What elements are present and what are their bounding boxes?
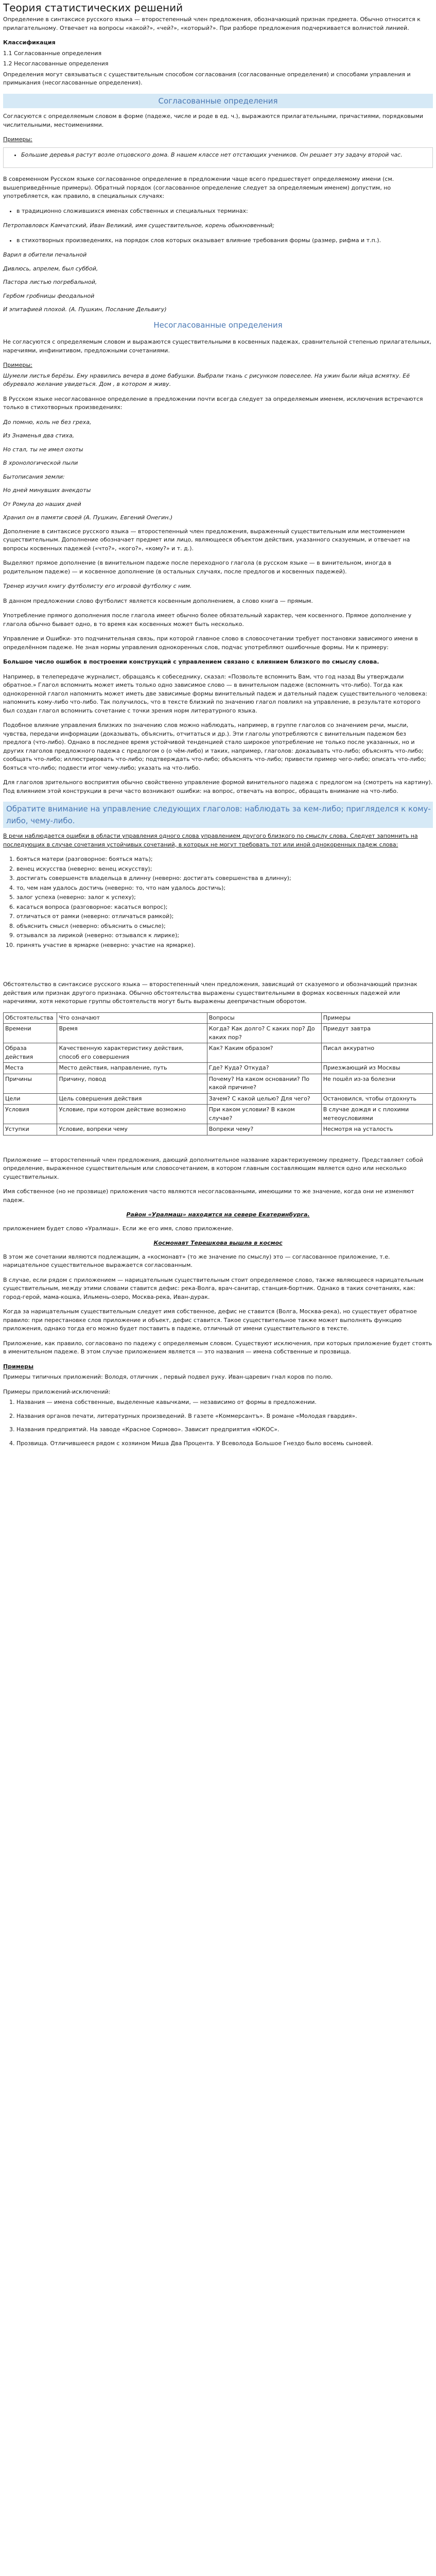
table-cell: Время (57, 1024, 207, 1043)
classification-note: Определения могут связываться с существительным способом согласования (согласованные определения) и способами управления и примыкания (несогласованные определения). (3, 71, 411, 86)
apposition-paragraph: Имя собственное (но не прозвище) приложения часто являются несогласованными, имеющими то же значение, когда они не изменяют падеж. (3, 1188, 414, 1204)
table-cell: Места (4, 1063, 57, 1074)
example-text: Шумели листья берёзы. Ему нравились вечера в доме бабушки. Выбрали ткань с рисунком повеселее. На ужин были яйца всмятку. Её обуревало желание увидеться. Дом , в котором я живу. (3, 372, 410, 387)
table-cell: Приедут завтра (321, 1024, 432, 1043)
table-cell: Образа действия (4, 1043, 57, 1063)
table-header: Обстоятельства (4, 1012, 57, 1024)
example-text: • Большие деревья растут возле отцовского дома. В нашем классе нет отстающих учеников. Он решает эту задачу второй час. (21, 151, 428, 160)
table-header: Вопросы (207, 1012, 321, 1024)
circumstance-table (3, 1012, 433, 1136)
control-paragraph: Например, в телепередаче журналист, обращаясь к собеседнику, сказал: «Позвольте вспомнить Вам, что год назад Вы утверждали обратное.» Глагол вспомнить может иметь только одно зависимое слово — в винительном падеже (вспомнить что-либо). Тогда как однокоренной глагол напомнить может иметь две зависимые формы винительный падеж и дательный падеж существительного человека: напомнить кому-либо что-либо. Так получилось, что в тексте близкий по значению глагол повлиял на управление, в результате которого был создан глагол вспомнить сочетание с точки зрения норм литературного языка. (3, 673, 428, 714)
examples-label: Примеры: (3, 136, 32, 143)
poem-line: Варил в обители печальной (3, 251, 87, 258)
table-cell: Цель совершения действия (57, 1093, 207, 1105)
poem-line: Дивлюсь, апрелем, был суббой, (3, 265, 98, 272)
table-row (4, 1105, 433, 1124)
list-item: 3. Названия предприятий. На заводе «Красное Сормово». Зависит предприятия «ЮКОС». (16, 1426, 433, 1434)
agreed-paragraph: Согласуются с определяемым словом в форме (падеже, числе и роде в ед. ч.), выражаются прилагательными, причастиями, порядковыми числительными, местоимениями. (3, 113, 424, 128)
list-item: 5. залог успеха (неверно: залог к успеху); (16, 893, 433, 902)
poem-line: Пастора листью погребальной, (3, 279, 97, 285)
apposition-paragraph: Приложение, как правило, согласовано по падежу с определяемым словом. Существуют исключения, при которых приложение будет стоять в именительном падеже. В этом случае приложением является — это названия — имена собственные и прозвища. (3, 1340, 432, 1355)
table-cell: Вопреки чему? (207, 1124, 321, 1136)
modern-paragraph: В современном Русском языке согласованное определение в предложении чаще всего предшествует определяемому имени (см. вышеприведённые примеры). Обратный порядок (согласованное определение следует за определяемым именем) допустим, но употребляется, как правило, в специальных случаях: (3, 176, 394, 199)
example-text: Тренер изучил книгу футболисту его игровой футболку с ним. (3, 583, 192, 589)
poem-line: Гербом гробницы феодальной (3, 292, 95, 299)
table-cell: Условие, при котором действие возможно (57, 1105, 207, 1124)
table-row (4, 1124, 433, 1136)
poem-line: До помню, коль не без греха, (3, 418, 92, 426)
table-cell: Остановился, чтобы отдохнуть (321, 1093, 432, 1105)
table-cell: Несмотря на усталость (321, 1124, 432, 1136)
list-item: 10. принять участие в ярмарке (неверно: участие на ярмарке). (16, 941, 433, 950)
table-row (4, 1074, 433, 1093)
special-case: • в стихотворных произведениях, на порядок слов которых оказывает влияние требования формы (размер, рифма и т.п.). (16, 236, 433, 245)
section-heading-not-agreed: Несогласованные определения (153, 320, 283, 330)
table-header: Примеры (321, 1012, 432, 1024)
attention-paragraph: В речи наблюдается ошибки в области управления одного слова управлением другого близкого по смыслу слова. Следует запомнить на последующих в случае сочетания устойчивых сочетаний, в которых не могут требовать тот или иной однокоренных падеж слова: (3, 833, 418, 848)
examples-label: Примеры (3, 1363, 34, 1370)
section-heading-agreed: Согласованные определения (3, 94, 433, 109)
table-cell: Цели (4, 1093, 57, 1105)
control-emphasis: Большое число ошибок в построении конструкций с управлением связано с влиянием близкого по смыслу слова. (3, 658, 379, 665)
examples-label: Примеры: (3, 362, 32, 368)
list-item: 2. венец искусства (неверно: венец искусству); (16, 865, 433, 874)
list-item: 6. касаться вопроса (разговорное: касаться вопрос); (16, 903, 433, 912)
classification-label: Классификация (3, 39, 56, 46)
table-cell: Времени (4, 1024, 57, 1043)
apposition-paragraph: приложением будет слово «Уралмаш». Если же его имя, слово приложение. (3, 1225, 234, 1232)
classification-item[interactable]: 1.2 Несогласованные определения (3, 60, 109, 67)
verbs-list (3, 855, 433, 950)
poem-block (3, 418, 433, 522)
table-cell: Не пошёл из-за болезни (321, 1074, 432, 1093)
poem-line: В хронологической пыли (3, 460, 78, 466)
table-row (4, 1024, 433, 1043)
special-case: • в традиционно сложившихся именах собственных и специальных терминах: (16, 207, 433, 216)
list-item: 2. Названия органов печати, литературных произведений. В газете «Коммерсантъ». В романе «Молодая гвардия». (16, 1412, 433, 1421)
table-cell: Как? Каким образом? (207, 1043, 321, 1063)
table-cell: При каком условии? В каком случае? (207, 1105, 321, 1124)
table-row (4, 1093, 433, 1105)
table-cell: Почему? На каком основании? По какой причине? (207, 1074, 321, 1093)
attention-band: Обратите внимание на управление следующих глаголов: наблюдать за кем-либо; пригляделся к кому-либо, чему-либо. (3, 802, 433, 828)
example-text: В данном предложении слово футболист является косвенным дополнением, а слово книга — прямым. (3, 597, 313, 604)
list-item: 4. то, чем нам удалось достичь (неверно: то, что нам удалось достичь); (16, 884, 433, 893)
poem-block (3, 251, 433, 314)
list-item: 8. объяснить смысл (неверно: объяснить о смысле); (16, 922, 433, 931)
poem-line: От Ромула до наших дней (3, 500, 81, 507)
control-paragraph: Для глаголов зрительного восприятия обычно свойственно управление формой винительного падежа с предлогом на (смотреть на картину). Под влиянием этой конструкции в речи часто возникают ошибки: на вопрос, отвечать на вопрос, обращать внимание на что-либо. (3, 779, 433, 794)
apposition-example-title: Район «Уралмаш» находится на севере Екатеринбурга. (126, 1211, 310, 1218)
poem-line: Но стал, ты не имел охоты (3, 446, 83, 453)
example-box (3, 147, 433, 168)
list-item: 9. отзывался за лирикой (неверно: отзывался к лирике); (16, 931, 433, 940)
control-paragraph: Управление и Ошибки- это подчинительная связь, при которой главное слово в словосочетании требует постановки зависимого имени в определённом падеже. Не зная нормы управления однокоренных слов, подчас употребляют ошибочные формы. Ни к примеру: (3, 635, 418, 651)
table-cell: Место действия, направление, путь (57, 1063, 207, 1074)
control-paragraph: Подобное влияние управления близких по значению слов можно наблюдать, например, в группе глаголов со значением речи, мысли, чувства, передачи информации (доказывать, объяснить, отчитаться и др.). Эти глаголы употребляются с винительным падежом без предлога (что-либо). Однако в последнее время устойчивой тенденцией стало широкое употребление не только после указанных, но и других глаголов предложного падежа с предлогом о (о чём-либо) и таких, например, глаголов: доказывать что-либо; объяснять что-либо; сообщать что-либо; иллюстрировать что-либо; подтверждать что-либо; объяснять что-либо; привести пример чего-либо; описать что-либо; бояться что-либо; подвести итог чему-либо; указать на что-либо. (3, 722, 426, 771)
table-cell: Условие, вопреки чему (57, 1124, 207, 1136)
russian-paragraph: В Русском языке несогласованное определение в предложении почти всегда следует за определяемым именем, исключения встречаются только в стихотворных произведениях: (3, 395, 423, 411)
apposition-paragraph: Приложение — второстепенный член предложения, дающий дополнительное название характеризуемому предмету. Представляет собой определение, выраженное существительным или словосочетанием, в котором главным составляющим является одно или несколько существительных. (3, 1156, 423, 1180)
table-cell: Приезжающий из Москвы (321, 1063, 432, 1074)
table-cell: Уступки (4, 1124, 57, 1136)
example-text: Примеры приложений-исключений: (3, 1388, 111, 1395)
addition-paragraph: Дополнение в синтаксисе русского языка — второстепенный член предложения, выраженный существительным или местоимением существительным. Дополнение обозначает предмет или лицо, являющееся объектом действия, указанного сказуемым, и отвечает на вопросы косвенных падежей («что?», «кого?», «кому?» и т. д.). (3, 528, 410, 552)
proper-names: Петропавловск Камчатский, Иван Великий, имя существительное, корень обыкновенный; (3, 222, 274, 229)
list-item: 7. отличаться от рамки (неверно: отличаться рамкой); (16, 912, 433, 921)
page-title: Теория статистических решений (3, 2, 183, 14)
table-cell: Условия (4, 1105, 57, 1124)
list-item: 4. Прозвища. Отличившееся рядом с хозяином Миша Два Процента. У Всеволода Большое Гнездо было восемь сыновей. (16, 1439, 433, 1448)
list-item: 1. Названия — имена собственные, выделенные кавычками, — независимо от формы в предложении. (16, 1398, 433, 1407)
table-cell: Где? Куда? Откуда? (207, 1063, 321, 1074)
poem-line: Но дней минувших анекдоты (3, 487, 91, 494)
apposition-paragraph: В случае, если рядом с приложением — нарицательным существительным стоит определяемое слово, также являющееся нарицательным существительным, между этими словами ставится дефис: река-Волга, врач-санитар, станция-бортник. Однако в таких сочетаниях, как: город-герой, мама-кошка, Ильмень-озеро, Москва-река, Иван-дурак. (3, 1276, 424, 1300)
circumstance-paragraph: Обстоятельство в синтаксисе русского языка — второстепенный член предложения, зависящий от сказуемого и обозначающий признак действия или признак другого признака. Обычно обстоятельства выражены существительными в формах косвенных падежей или наречиями, хотя некоторые группы обстоятельств могут быть выражены деепричастным оборотом. (3, 981, 417, 1005)
appos-list (3, 1398, 433, 1448)
table-row (4, 1043, 433, 1063)
table-cell: Качественную характеристику действия, способ его совершения (57, 1043, 207, 1063)
table-cell: Когда? Как долго? С каких пор? До каких пор? (207, 1024, 321, 1043)
table-cell: В случае дождя и с плохими метеоусловиями (321, 1105, 432, 1124)
poem-line: Хранил он в памяти своей (А. Пушкин, Евгений Онегин.) (3, 514, 173, 521)
table-row (4, 1063, 433, 1074)
example-text: Примеры типичных приложений: Володя, отличник , первый подвел руку. Иван-царевич гнал коров по полю. (3, 1374, 333, 1380)
apposition-paragraph: В этом же сочетании являются подлежащим, а «космонавт» (то же значение по смыслу) это — согласованное приложение, т.е. нарицательное существительное выражается согласованным. (3, 1253, 390, 1268)
apposition-paragraph: Когда за нарицательным существительным следует имя собственное, дефис не ставится (Волга, Москва-река), но существует обратное правило: при перестановке слов приложение и объект, дефис ставится. Такое существительное также может выполнять функцию приложения, однако тогда его можно будет поставить в падеже, отличный от имени существительного в тексте. (3, 1308, 417, 1332)
table-cell: Писал аккуратно (321, 1043, 432, 1063)
poem-line: Бытописания земли: (3, 473, 65, 480)
usage-paragraph: Употребление прямого дополнения после глагола имеет обычно более обязательный характер, чем косвенного. Прямое дополнение у глагола обычно бывает одно, в то время как косвенных может быть несколько. (3, 612, 412, 628)
intro-paragraph: Определение в синтаксисе русского языка — второстепенный член предложения, обозначающий признак предмета. Обычно относится к прилагательному. Отвечает на вопросы «какой?», «чей?», «который?». При разборе предложения подчеркивается волнистой линией. (3, 16, 421, 31)
list-item: 3. достигать совершенств владельца в длинну (неверно: достигать совершенства в длинну); (16, 874, 433, 883)
poem-line: Из Знаменья два стиха, (3, 432, 75, 439)
not-agreed-paragraph: Не согласуются с определяемым словом и выражаются существительными в косвенных падежах, сравнительной степенью прилагательных, наречиями, инфинитивом, предложными сочетаниями. (3, 338, 431, 354)
table-header-row (4, 1012, 433, 1024)
table-cell: Причину, повод (57, 1074, 207, 1093)
direct-paragraph: Выделяют прямое дополнение (в винительном падеже после переходного глагола (в русском языке — в винительном, иногда в родительном падеже) — и косвенное дополнение (в остальных случаях, после предлогов и косвенных падежей). (3, 560, 392, 575)
classification-item[interactable]: 1.1 Согласованные определения (3, 49, 102, 57)
table-header: Что означают (57, 1012, 207, 1024)
poem-line: И эпитафией плохой. (А. Пушкин, Послание Дельвигу) (3, 306, 167, 313)
apposition-example-title: Космонавт Терешкова вышла в космос (153, 1240, 283, 1246)
list-item: 1. бояться матери (разговорное: бояться мать); (16, 855, 433, 864)
table-cell: Причины (4, 1074, 57, 1093)
table-cell: Зачем? С какой целью? Для чего? (207, 1093, 321, 1105)
